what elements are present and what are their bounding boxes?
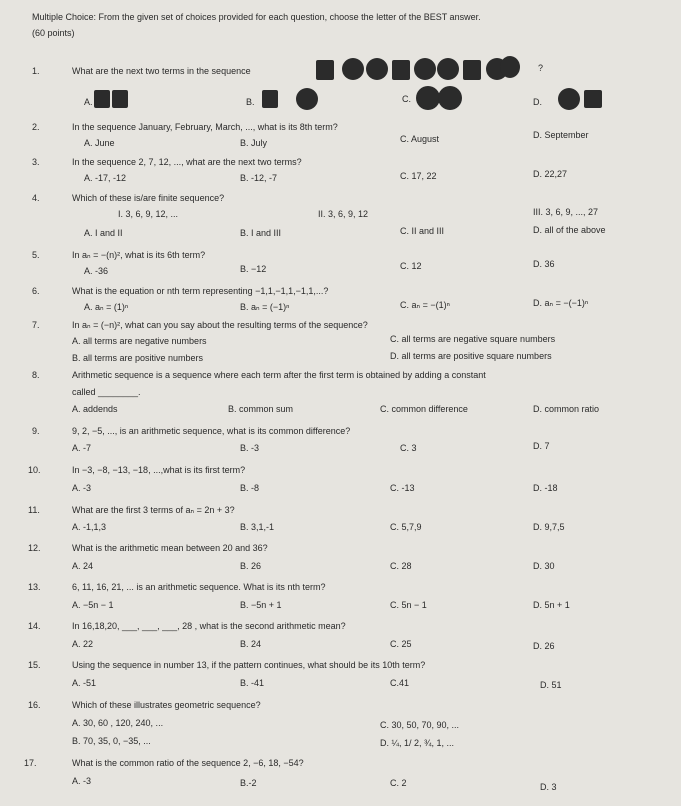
choice-b: B. −5n + 1 (240, 600, 282, 610)
choice-c: C. 12 (400, 261, 422, 271)
question-number: 15. (28, 660, 41, 670)
choice-d: D. ¼, 1/ 2, ¾, 1, ... (380, 738, 455, 748)
choice-b: B. (246, 97, 255, 107)
question-text: 9, 2, −5, ..., is an arithmetic sequence, what is its common difference? (72, 426, 351, 436)
choice-d: D. all terms are positive square numbers (390, 351, 552, 361)
question-number: 1. (32, 66, 40, 76)
choice-d: D. 30 (533, 561, 555, 571)
choice-a: A. -36 (84, 266, 109, 276)
question-number: 12. (28, 543, 41, 553)
choice-b: B. -8 (240, 483, 260, 493)
choice-b: B. aₙ = (−1)ⁿ (240, 302, 290, 312)
question-text: In aₙ = (−n)², what can you say about the resulting terms of the sequence? (72, 320, 368, 330)
choice-c: C. 3 (400, 443, 417, 453)
square-shape (463, 60, 481, 80)
choice-c: C. -13 (390, 483, 415, 493)
square-shape (112, 90, 128, 108)
question-text: What is the arithmetic mean between 20 and 36? (72, 543, 268, 553)
choice-a: A. -51 (72, 678, 97, 688)
choice-d: D. 36 (533, 259, 555, 269)
choice-c: C. (402, 94, 411, 104)
sequence-item: III. 3, 6, 9, ..., 27 (533, 207, 599, 217)
choice-a: A. all terms are negative numbers (72, 336, 207, 346)
choice-d: D. September (533, 130, 589, 140)
question-text: What is the common ratio of the sequence 2, −6, 18, −54? (72, 758, 304, 768)
question-number: 7. (32, 320, 40, 330)
circle-shape (438, 86, 462, 110)
choice-a: A. -7 (72, 443, 92, 453)
choice-b: B. 24 (240, 639, 262, 649)
circle-shape (296, 88, 318, 110)
circle-shape (342, 58, 364, 80)
choice-c: C. 28 (390, 561, 412, 571)
choice-a: A. -3 (72, 483, 92, 493)
question-number: 17. (24, 758, 37, 768)
choice-b: B. -3 (240, 443, 260, 453)
choice-b: B. 70, 35, 0, −35, ... (72, 736, 151, 746)
question-number: 9. (32, 426, 40, 436)
choice-c: C. August (400, 134, 440, 144)
question-number: 11. (28, 505, 40, 515)
choice-b: B. −12 (240, 264, 267, 274)
choice-d: D. all of the above (533, 225, 606, 235)
choice-d: D. 7 (533, 441, 550, 451)
choice-a: A. I and II (84, 228, 123, 238)
square-shape (94, 90, 110, 108)
choice-c: C. 2 (390, 778, 407, 788)
choice-c: C. all terms are negative square numbers (390, 334, 556, 344)
square-shape (262, 90, 278, 108)
question-text: What is the equation or nth term representing −1,1,−1,1,−1,1,...? (72, 286, 329, 296)
square-shape (316, 60, 334, 80)
choice-d: D. 5n + 1 (533, 600, 570, 610)
choice-b: B.-2 (240, 778, 257, 788)
choice-d: D. 22,27 (533, 169, 568, 179)
question-text: Arithmetic sequence is a sequence where each term after the first term is obtained by adding a constant (72, 370, 486, 380)
choice-a: A. -1,1,3 (72, 522, 107, 532)
circle-shape (558, 88, 580, 110)
question-number: 14. (28, 621, 41, 631)
circle-shape (500, 56, 520, 78)
choice-a: A. 22 (72, 639, 94, 649)
choice-c: C. 25 (390, 639, 412, 649)
sequence-item: I. 3, 6, 9, 12, ... (118, 209, 179, 219)
choice-a: A. (84, 97, 93, 107)
choice-c: C. II and III (400, 226, 445, 236)
choice-c: C. 30, 50, 70, 90, ... (380, 720, 460, 730)
circle-shape (414, 58, 436, 80)
choice-a: A. −5n − 1 (72, 600, 114, 610)
choice-a: A. 30, 60 , 120, 240, ... (72, 718, 164, 728)
choice-d: D. 9,7,5 (533, 522, 565, 532)
choice-d: D. (533, 97, 542, 107)
question-number: 16. (28, 700, 41, 710)
choice-a: A. -17, -12 (84, 173, 127, 183)
circle-shape (416, 86, 440, 110)
choice-b: B. July (240, 138, 268, 148)
circle-shape (437, 58, 459, 80)
points: (60 points) (32, 28, 75, 38)
question-number: 3. (32, 157, 40, 167)
question-number: 5. (32, 250, 40, 260)
choice-d: D. aₙ = −(−1)ⁿ (533, 298, 589, 308)
question-number: 10. (28, 465, 41, 475)
question-number: 13. (28, 582, 41, 592)
choice-c: C.41 (390, 678, 410, 688)
question-text: In the sequence January, February, March, ..., what is its 8th term? (72, 122, 338, 132)
question-text: 6, 11, 16, 21, ... is an arithmetic sequence. What is its nth term? (72, 582, 326, 592)
question-text: In the sequence 2, 7, 12, ..., what are the next two terms? (72, 157, 302, 167)
question-text: In −3, −8, −13, −18, ...,what is its first term? (72, 465, 246, 475)
square-shape (584, 90, 602, 108)
choice-c: C. 5,7,9 (390, 522, 422, 532)
choice-a: A. 24 (72, 561, 94, 571)
choice-b: B. I and III (240, 228, 282, 238)
question-number: 2. (32, 122, 40, 132)
question-text: Which of these is/are finite sequence? (72, 193, 225, 203)
question-text: Which of these illustrates geometric sequence? (72, 700, 261, 710)
instructions: Multiple Choice: From the given set of choices provided for each question, choose the letter of the BEST answer. (32, 12, 481, 22)
choice-a: A. aₙ = (1)ⁿ (84, 302, 129, 312)
circle-shape (366, 58, 388, 80)
choice-a: A. -3 (72, 776, 92, 786)
choice-d: D. common ratio (533, 404, 600, 414)
choice-b: B. 3,1,-1 (240, 522, 275, 532)
choice-d: D. 3 (540, 782, 557, 792)
sequence-item: II. 3, 6, 9, 12 (318, 209, 369, 219)
question-number: 8. (32, 370, 40, 380)
question-mark: ? (538, 63, 544, 73)
question-text: What are the first 3 terms of aₙ = 2n + 3? (72, 505, 235, 515)
square-shape (392, 60, 410, 80)
choice-d: D. -18 (533, 483, 558, 493)
question-text: Using the sequence in number 13, if the pattern continues, what should be its 10th term? (72, 660, 426, 670)
choice-a: A. June (84, 138, 115, 148)
question-number: 6. (32, 286, 40, 296)
choice-b: B. 26 (240, 561, 262, 571)
choice-b: B. -41 (240, 678, 265, 688)
choice-a: A. addends (72, 404, 118, 414)
choice-c: C. 17, 22 (400, 171, 437, 181)
question-text: In 16,18,20, ___, ___, ___, 28 , what is the second arithmetic mean? (72, 621, 346, 631)
choice-c: C. common difference (380, 404, 468, 414)
choice-d: D. 26 (533, 641, 555, 651)
choice-b: B. common sum (228, 404, 294, 414)
choice-b: B. all terms are positive numbers (72, 353, 204, 363)
choice-b: B. -12, -7 (240, 173, 278, 183)
choice-d: D. 51 (540, 680, 562, 690)
question-number: 4. (32, 193, 40, 203)
question-text: What are the next two terms in the sequence (72, 66, 251, 76)
question-text: In aₙ = −(n)², what is its 6th term? (72, 250, 206, 260)
question-text-continued: called ________. (72, 387, 141, 397)
choice-c: C. 5n − 1 (390, 600, 427, 610)
choice-c: C. aₙ = −(1)ⁿ (400, 300, 450, 310)
